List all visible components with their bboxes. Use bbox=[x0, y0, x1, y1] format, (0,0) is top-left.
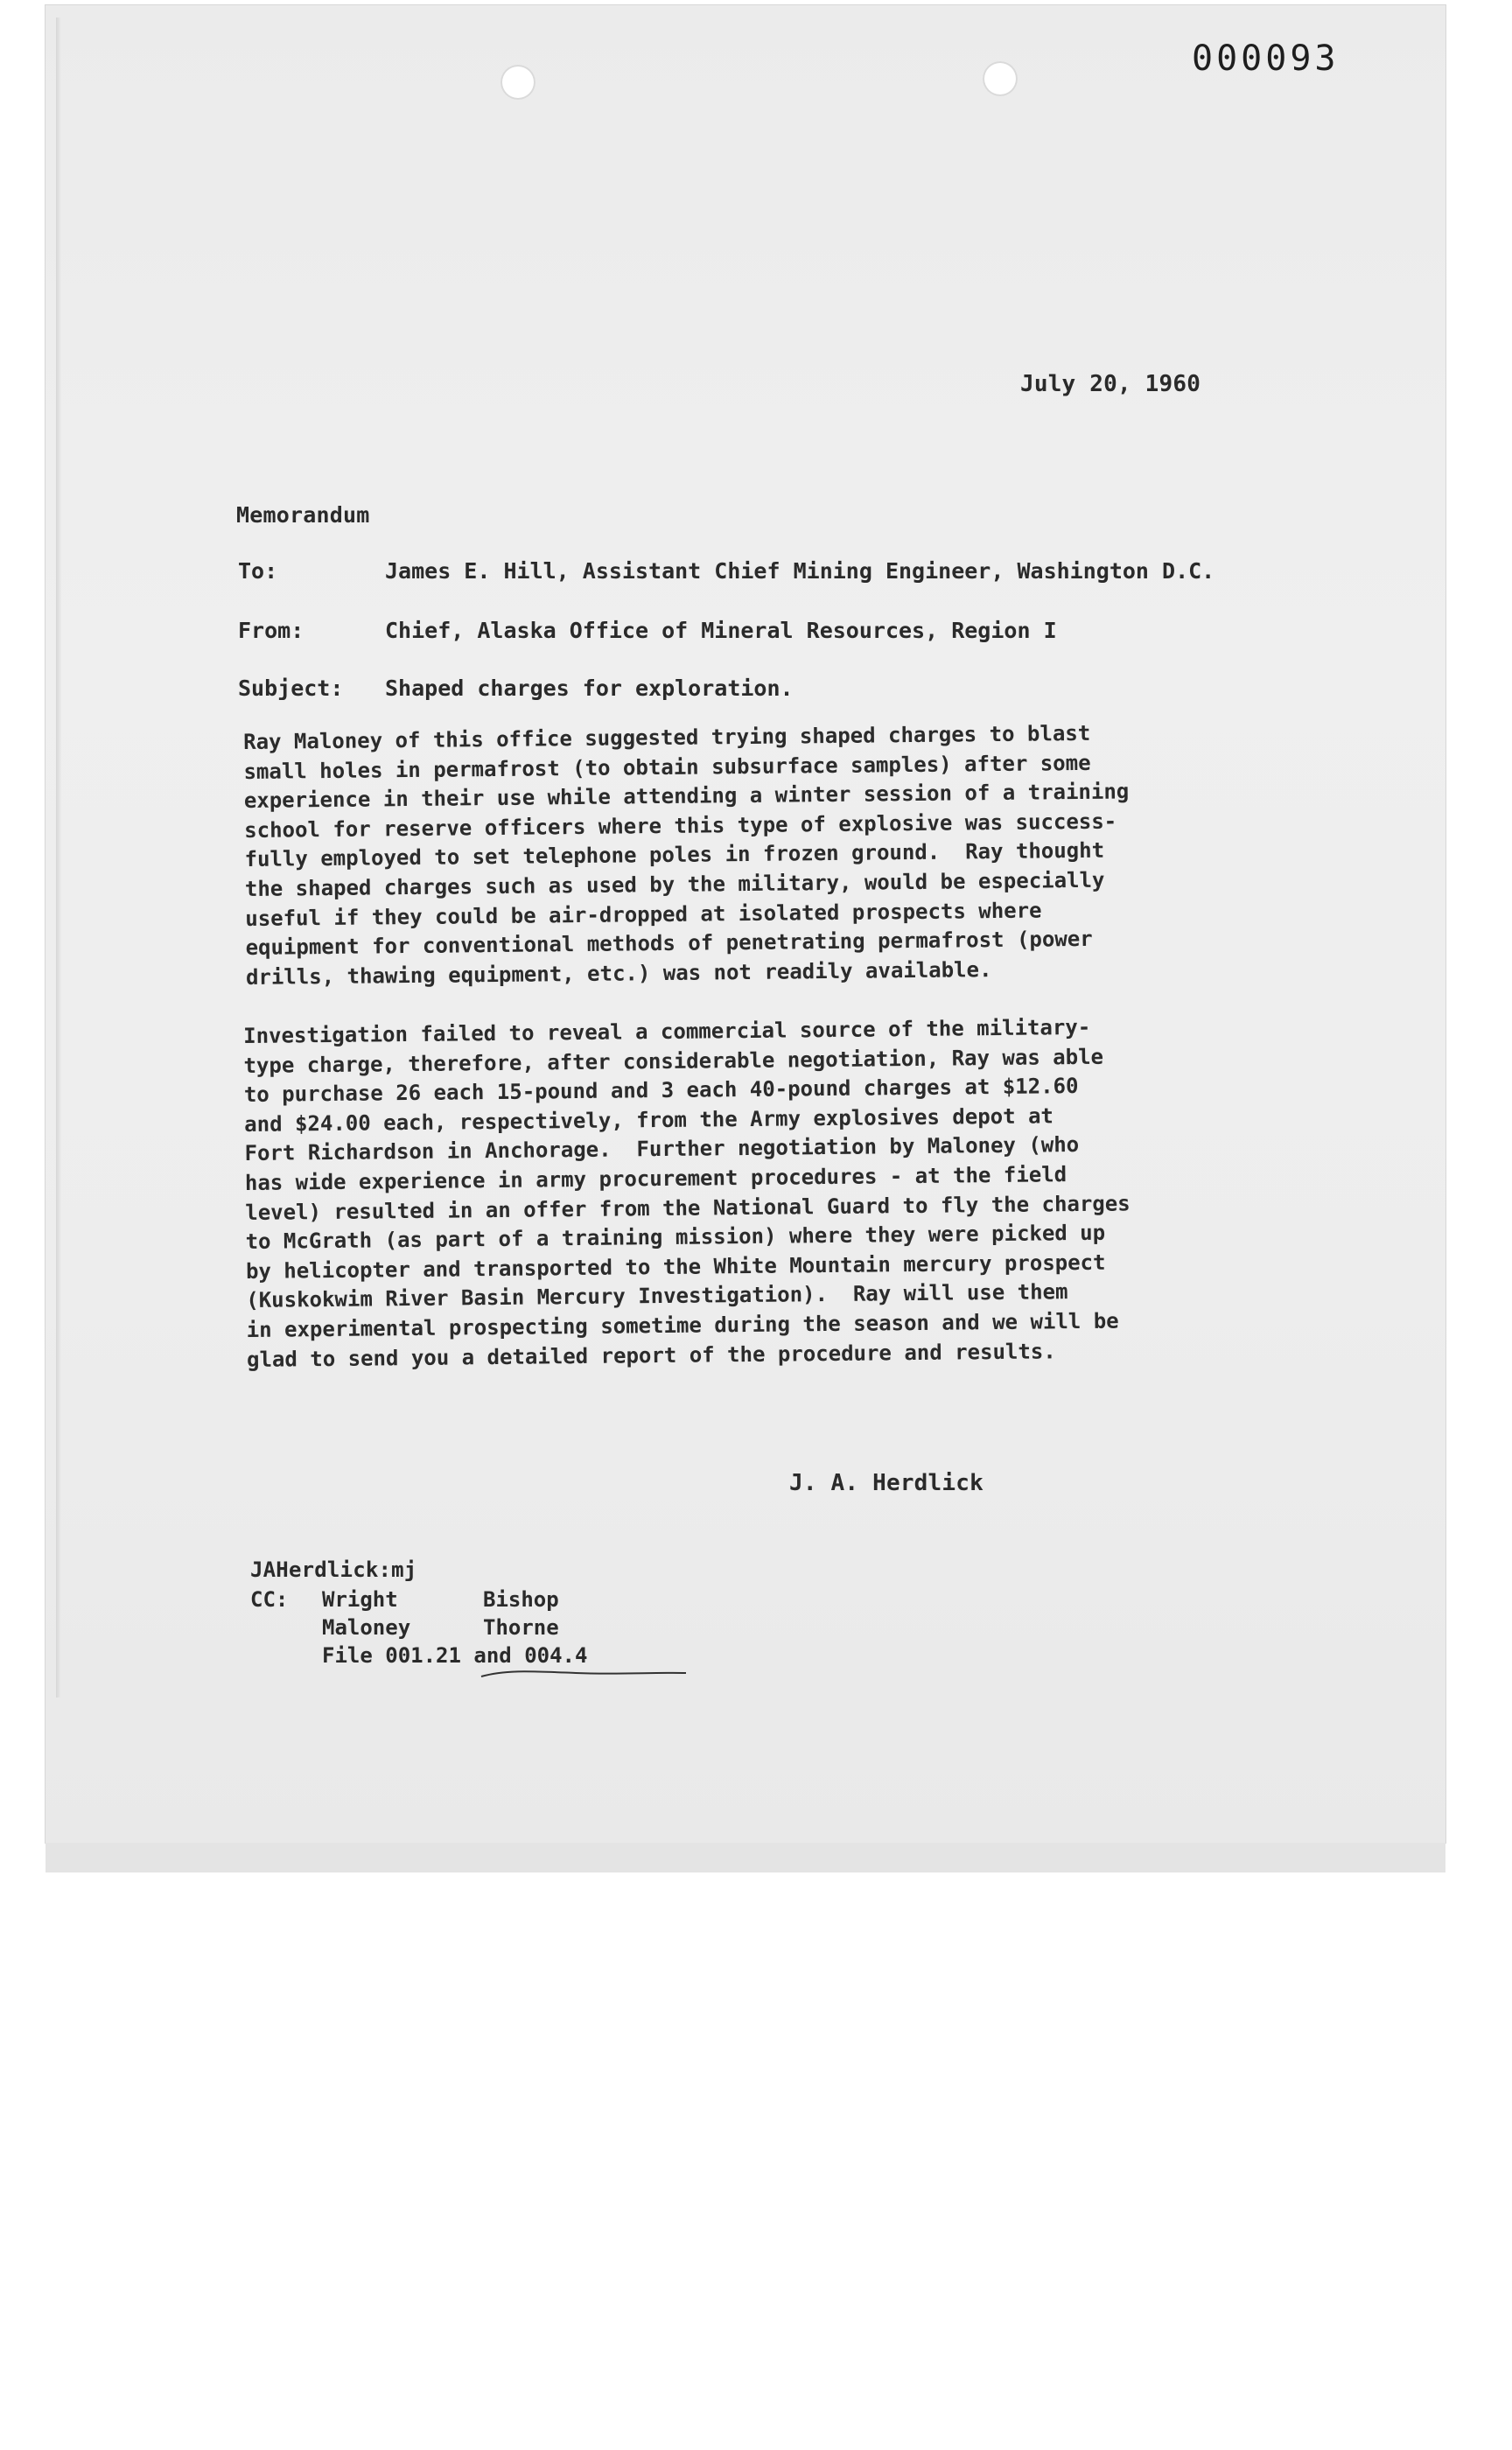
file-reference: File 001.21 and 004.4 bbox=[322, 1643, 588, 1668]
punch-hole bbox=[500, 65, 536, 100]
paragraph-line: has wide experience in army procurement procedures - at the field bbox=[244, 1162, 1068, 1195]
scan-bottom-strip bbox=[46, 1843, 1446, 1872]
signature-name: J. A. Herdlick bbox=[789, 1470, 984, 1496]
memo-date: July 20, 1960 bbox=[1020, 371, 1201, 397]
paragraph-line: to McGrath (as part of a training mission) where they were picked up bbox=[245, 1220, 1106, 1255]
paragraph-line: small holes in permafrost (to obtain subsurface samples) after some bbox=[243, 750, 1091, 784]
paragraph-line: Fort Richardson in Anchorage. Further negotiation by Maloney (who bbox=[244, 1132, 1080, 1166]
cc-row bbox=[250, 1586, 587, 1614]
paragraph-line: Ray Maloney of this office suggested trying shaped charges to blast bbox=[243, 720, 1091, 754]
paragraph-line: useful if they could be air-dropped at isolated prospects where bbox=[245, 898, 1042, 931]
cc-row bbox=[250, 1614, 587, 1642]
paragraph-line: type charge, therefore, after considerable negotiation, Ray was able bbox=[243, 1044, 1104, 1078]
paragraph-line: to purchase 26 each 15-pound and 3 each 40-pound charges at $12.60 bbox=[243, 1074, 1079, 1108]
from-line bbox=[238, 618, 1057, 643]
typist-initials: JAHerdlick:mj bbox=[250, 1558, 417, 1582]
to-line bbox=[238, 558, 1214, 584]
cc-recipient: Maloney bbox=[322, 1615, 411, 1640]
paragraph-line: equipment for conventional methods of penetrating permafrost (power bbox=[245, 927, 1093, 961]
subject-value: Shaped charges for exploration. bbox=[385, 676, 794, 701]
paragraph-line: experience in their use while attending a winter session of a training bbox=[243, 779, 1130, 814]
paragraph-line: drills, thawing equipment, etc.) was not readily available. bbox=[245, 956, 992, 990]
cc-recipient: Thorne bbox=[483, 1615, 559, 1640]
body-paragraph-2 bbox=[243, 1011, 1340, 1375]
to-label: To: bbox=[238, 558, 278, 584]
cc-list bbox=[250, 1586, 587, 1670]
paragraph-line: and $24.00 each, respectively, from the Army explosives depot at bbox=[244, 1103, 1054, 1137]
subject-line bbox=[238, 676, 794, 701]
paragraph-line: Investigation failed to reveal a commercial source of the military- bbox=[243, 1014, 1091, 1048]
subject-label: Subject: bbox=[238, 676, 344, 701]
punch-hole bbox=[983, 61, 1018, 96]
paragraph-line: in experimental prospecting sometime during the season and we will be bbox=[246, 1308, 1119, 1342]
paragraph-line: school for reserve officers where this type of explosive was success- bbox=[244, 808, 1117, 843]
cc-recipient: Wright bbox=[322, 1587, 398, 1612]
paper-edge bbox=[56, 18, 61, 1698]
cc-label: CC: bbox=[250, 1587, 289, 1612]
to-value: James E. Hill, Assistant Chief Mining Engineer, Washington D.C. bbox=[385, 558, 1215, 584]
paragraph-line: (Kuskokwim River Basin Mercury Investigation). Ray will use them bbox=[246, 1279, 1068, 1313]
cc-recipient: Bishop bbox=[483, 1587, 559, 1612]
paragraph-line: level) resulted in an offer from the National Guard to fly the charges bbox=[245, 1190, 1130, 1225]
paragraph-line: glad to send you a detailed report of the procedure and results. bbox=[246, 1338, 1056, 1372]
paragraph-line: by helicopter and transported to the White Mountain mercury prospect bbox=[245, 1250, 1106, 1284]
body-paragraph-1 bbox=[243, 717, 1340, 992]
paragraph-line: the shaped charges such as used by the military, would be especially bbox=[244, 867, 1105, 901]
from-value: Chief, Alaska Office of Mineral Resources, Region I bbox=[385, 618, 1057, 643]
paragraph-line: fully employed to set telephone poles in frozen ground. Ray thought bbox=[244, 838, 1105, 872]
memo-heading: Memorandum bbox=[236, 502, 370, 528]
handwritten-underline bbox=[480, 1668, 690, 1680]
from-label: From: bbox=[238, 618, 304, 643]
document-number: 000093 bbox=[1192, 38, 1340, 79]
